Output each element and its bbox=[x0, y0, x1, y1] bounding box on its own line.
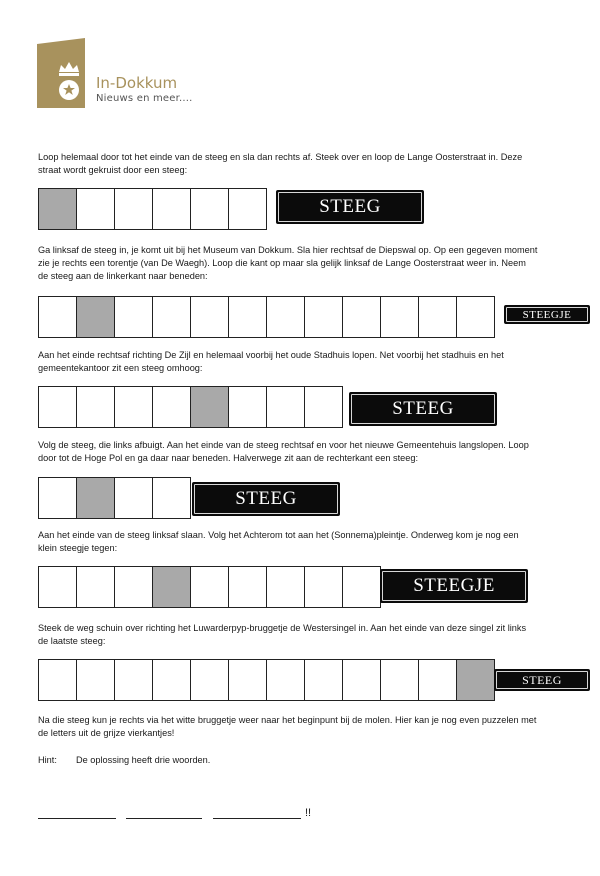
letter-box bbox=[228, 386, 267, 428]
street-sign-label: STEEG bbox=[235, 488, 297, 509]
letter-box-highlighted bbox=[456, 659, 495, 701]
letter-box bbox=[228, 296, 267, 338]
letter-box bbox=[38, 566, 77, 608]
letter-box bbox=[38, 386, 77, 428]
street-sign-1 bbox=[276, 190, 424, 224]
street-sign-3 bbox=[349, 392, 497, 426]
street-sign-2 bbox=[504, 305, 590, 324]
letter-box bbox=[418, 659, 457, 701]
letter-box bbox=[266, 566, 305, 608]
letter-box bbox=[114, 296, 153, 338]
answer-exclamation: !! bbox=[305, 807, 312, 819]
street-sign-6 bbox=[494, 669, 590, 691]
letter-box-highlighted bbox=[152, 566, 191, 608]
letter-box bbox=[76, 659, 115, 701]
instruction-3: Aan het einde rechtsaf richting De Zijl en helemaal voorbij het oude Stadhuis lopen. Net voorbij het stadhuis en het gemeentekantoor zit een steeg omhoog: bbox=[38, 350, 504, 373]
street-sign-5 bbox=[380, 569, 528, 603]
letter-box bbox=[114, 659, 153, 701]
letter-box bbox=[76, 188, 115, 230]
letter-box bbox=[228, 566, 267, 608]
puzzle-row-2 bbox=[38, 296, 495, 338]
puzzle-row-1 bbox=[38, 188, 267, 230]
letter-box bbox=[152, 477, 191, 519]
letter-box bbox=[190, 566, 229, 608]
letter-box bbox=[342, 659, 381, 701]
letter-box bbox=[152, 659, 191, 701]
letter-box bbox=[304, 386, 343, 428]
hint-text: De oplossing heeft drie woorden. bbox=[76, 755, 211, 765]
street-sign-label: STEEGJE bbox=[522, 308, 572, 321]
letter-box bbox=[38, 477, 77, 519]
hint-label: Hint: bbox=[38, 755, 57, 765]
closing-text: Na die steeg kun je rechts via het witte bruggetje weer naar het beginpunt bij de molen. Hier kan je nog even puzzelen met de letters uit de grijze vierkantjes! bbox=[38, 715, 537, 738]
letter-box bbox=[380, 296, 419, 338]
letter-box bbox=[380, 659, 419, 701]
letter-box-highlighted bbox=[76, 296, 115, 338]
puzzle-row-5 bbox=[38, 566, 381, 608]
letter-box bbox=[304, 296, 343, 338]
letter-box-highlighted bbox=[190, 386, 229, 428]
letter-box bbox=[342, 296, 381, 338]
letter-box bbox=[304, 566, 343, 608]
instruction-5: Aan het einde van de steeg linksaf slaan. Volg het Achterom tot aan het (Sonnema)pleintje. Onderweg kom je nog een klein steegje tegen: bbox=[38, 530, 519, 553]
instruction-4: Volg de steeg, die links afbuigt. Aan het einde van de steeg rechtsaf en voor het nieuwe Gemeentehuis langslopen. Loop door tot de Hoge Pol en ga daar naar beneden. Halverwege zit aan de rechterkant een steeg: bbox=[38, 440, 529, 463]
street-sign-label: STEEG bbox=[522, 672, 562, 687]
letter-box bbox=[76, 386, 115, 428]
instruction-1: Loop helemaal door tot het einde van de steeg en sla dan rechts af. Steek over en loop de Lange Oosterstraat in. Deze straat wordt gekruist door een steeg: bbox=[38, 152, 523, 175]
letter-box bbox=[114, 188, 153, 230]
letter-box-highlighted bbox=[76, 477, 115, 519]
letter-box bbox=[114, 566, 153, 608]
street-sign-label: STEEG bbox=[319, 196, 381, 217]
street-sign-label: STEEGJE bbox=[413, 575, 495, 596]
street-sign-4 bbox=[192, 482, 340, 516]
letter-box bbox=[456, 296, 495, 338]
letter-box bbox=[266, 659, 305, 701]
letter-box bbox=[190, 659, 229, 701]
answer-blank-1 bbox=[38, 818, 116, 819]
letter-box bbox=[38, 659, 77, 701]
letter-box bbox=[114, 477, 153, 519]
letter-box bbox=[114, 386, 153, 428]
letter-box-highlighted bbox=[38, 188, 77, 230]
letter-box bbox=[152, 188, 191, 230]
answer-blank-2 bbox=[126, 818, 202, 819]
letter-box bbox=[266, 386, 305, 428]
hint bbox=[38, 755, 210, 765]
letter-box bbox=[190, 296, 229, 338]
letter-box bbox=[418, 296, 457, 338]
letter-box bbox=[152, 386, 191, 428]
street-sign-label: STEEG bbox=[392, 398, 454, 419]
letter-box bbox=[228, 659, 267, 701]
letter-box bbox=[342, 566, 381, 608]
logo-tagline: Nieuws en meer.... bbox=[96, 93, 193, 104]
puzzle-row-3 bbox=[38, 386, 343, 428]
puzzle-row-6 bbox=[38, 659, 495, 701]
instruction-6: Steek de weg schuin over richting het Luwarderpyp-bruggetje de Westersingel in. Aan het einde van deze singel zit links de laatste steeg: bbox=[38, 623, 527, 646]
letter-box bbox=[228, 188, 267, 230]
logo-name: In-Dokkum bbox=[96, 74, 178, 92]
instruction-2: Ga linksaf de steeg in, je komt uit bij het Museum van Dokkum. Sla hier rechtsaf de Diepswal op. Op een gegeven moment zie je rechts een torentje (van De Waegh). Loop die kant op maar sla gelijk linksaf de Lange Oosterstraat weer in. Neem de steeg aan de linkerkant naar beneden: bbox=[38, 245, 538, 281]
letter-box bbox=[190, 188, 229, 230]
letter-box bbox=[38, 296, 77, 338]
answer-blank-3 bbox=[213, 818, 301, 819]
letter-box bbox=[304, 659, 343, 701]
puzzle-row-4 bbox=[38, 477, 191, 519]
letter-box bbox=[152, 296, 191, 338]
letter-box bbox=[266, 296, 305, 338]
letter-box bbox=[76, 566, 115, 608]
